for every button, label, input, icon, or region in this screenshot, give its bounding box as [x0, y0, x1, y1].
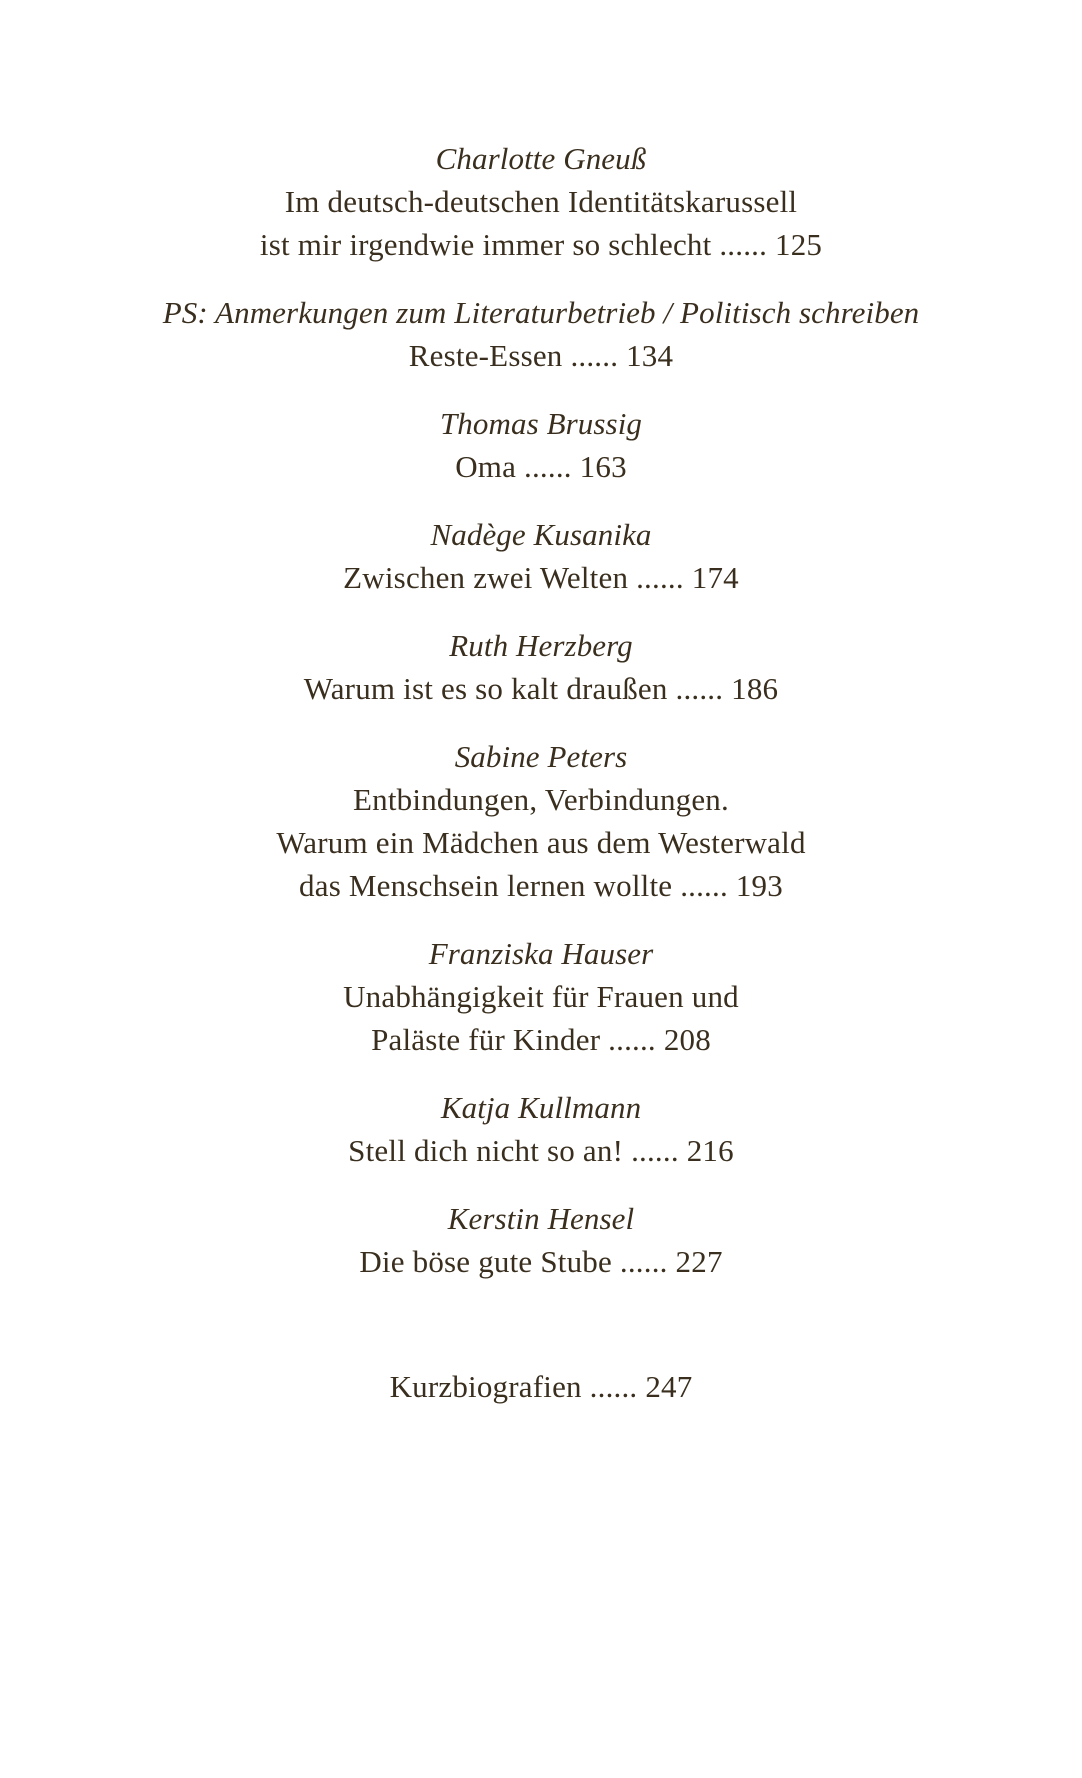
entry-author: Sabine Peters — [454, 739, 628, 774]
entry-author: PS: Anmerkungen zum Literaturbetrieb / Politisch schreiben — [162, 295, 920, 330]
toc-entry — [0, 933, 1082, 1061]
toc-final-entry — [0, 1365, 1082, 1408]
entry-author: Ruth Herzberg — [449, 628, 633, 663]
entry-title-line: Paläste für Kinder ...... 208 — [371, 1022, 711, 1057]
toc-entry — [0, 403, 1082, 488]
entry-title-line: Stell dich nicht so an! ...... 216 — [348, 1133, 734, 1168]
entry-author: Charlotte Gneuß — [435, 141, 647, 176]
entry-title-line: Entbindungen, Verbindungen. — [353, 782, 729, 817]
entry-author: Franziska Hauser — [428, 936, 654, 971]
entry-title-line: Reste-Essen ...... 134 — [408, 338, 674, 373]
entry-title-line: Unabhängigkeit für Frauen und — [343, 979, 739, 1014]
entry-title-line: Warum ist es so kalt draußen ...... 186 — [303, 671, 779, 706]
entry-title-line: Zwischen zwei Welten ...... 174 — [343, 560, 739, 595]
entry-title-line: Warum ein Mädchen aus dem Westerwald — [276, 825, 806, 860]
entry-title-line: Die böse gute Stube ...... 227 — [359, 1244, 723, 1279]
entry-title-line: Kurzbiografien ...... 247 — [389, 1369, 693, 1404]
entry-author: Thomas Brussig — [439, 406, 643, 441]
entry-title-line: Oma ...... 163 — [455, 449, 627, 484]
toc-entry — [0, 1198, 1082, 1283]
toc-entry — [0, 138, 1082, 266]
entry-author: Katja Kullmann — [440, 1090, 642, 1125]
entry-title-line: Im deutsch-deutschen Identitätskarussell — [284, 184, 798, 219]
entry-author: Nadège Kusanika — [430, 517, 652, 552]
toc-entry — [0, 1087, 1082, 1172]
toc-entry — [0, 625, 1082, 710]
entry-title-line: das Menschsein lernen wollte ...... 193 — [299, 868, 783, 903]
entry-author: Kerstin Hensel — [447, 1201, 635, 1236]
toc-entry — [0, 292, 1082, 377]
toc-entry — [0, 514, 1082, 599]
toc-entry — [0, 736, 1082, 907]
entry-title-line: ist mir irgendwie immer so schlecht ...... 125 — [259, 227, 823, 262]
